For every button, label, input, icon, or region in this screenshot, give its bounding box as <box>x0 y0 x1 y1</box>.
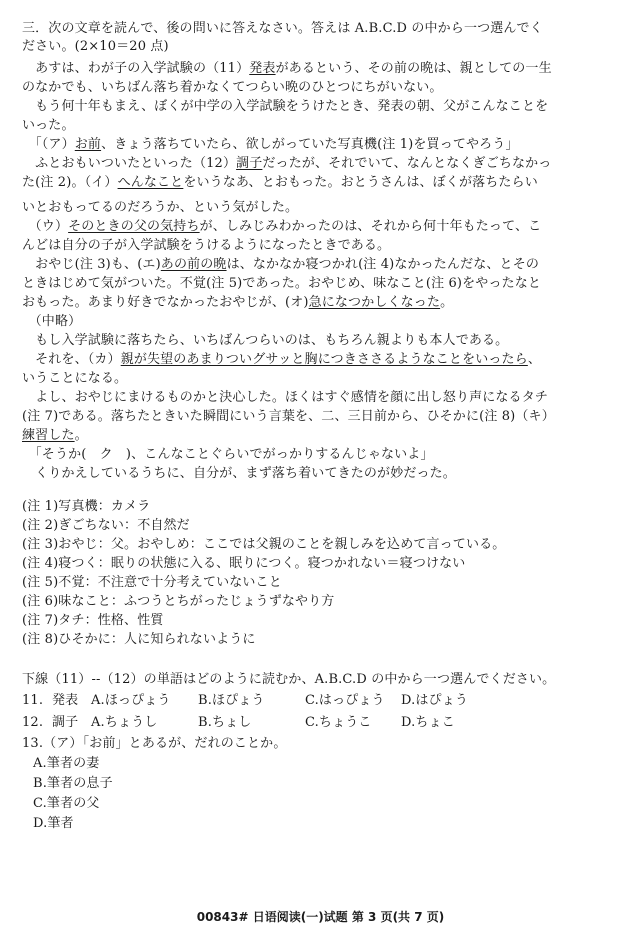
section-heading-cont: ださい。(2×10＝20 点) <box>22 39 169 54</box>
passage-line: もう何十年もまえ、ぼくが中学の入学試験をうけたとき、発表の朝、父がこんなことを <box>22 99 549 114</box>
passage-line <box>22 427 88 445</box>
question-number: 12. <box>22 715 44 730</box>
passage-line: よし、おやじにまけるものかと決心した。ほくはすぐ感情を顔に出し怒り声になるタチ <box>22 390 549 405</box>
note-item: (注 4)寝つく：眠りの状態に入る、眠りにつく。寝つかれない＝寝つけない <box>22 556 466 571</box>
option-a[interactable]: A.ちょうし <box>91 715 158 730</box>
underlined-phrase-ki: 練習した <box>22 428 75 443</box>
page-footer: 00843# 日语阅读(一)试题 第 3 页(共 7 页) <box>196 910 445 924</box>
option-a[interactable]: A.ほっぴょう <box>91 693 171 708</box>
question-word: 調子 <box>52 715 79 730</box>
passage-line <box>22 136 519 154</box>
underlined-phrase-a: お前 <box>74 137 102 152</box>
passage-text: それを、（カ） <box>22 352 121 367</box>
note-item: (注 3)おやじ：父。おやしめ：ここでは父親のことを親しみを込めて言っている。 <box>22 537 506 552</box>
passage-text: だったが、それでいて、なんとなくぎごちなかっ <box>262 156 552 171</box>
passage-line: いとおもってるのだろうか、という気がした。 <box>22 200 299 215</box>
section-heading: 三．次の文章を読んで、後の問いに答えなさい。答えは A.B.C.D の中から一つ選んでく <box>22 21 543 36</box>
passage-line: いうことになる。 <box>22 371 128 386</box>
passage-text: ふとおもいついたといった（12） <box>22 156 237 171</box>
option-a[interactable]: A.筆者の妻 <box>33 756 100 771</box>
question-word: 発表 <box>52 693 79 708</box>
underlined-phrase-u: そのときの父の気持ち <box>68 219 200 234</box>
passage-line: もし入学試験に落ちたら、いちばんつらいのは、もちろん親よりも本人である。 <box>22 333 509 348</box>
note-item: (注 6)味なこと：ふつうとちがったじょうずなやり方 <box>22 594 335 609</box>
passage-line <box>22 174 538 192</box>
passage-text: があるという、その前の晩は、親としての一生 <box>275 61 552 76</box>
option-d[interactable]: D.はぴょう <box>401 693 468 708</box>
underlined-phrase-ka: 親が失望のあまりついグサッと胸につきささるようなことをいったら <box>120 352 528 367</box>
passage-line <box>22 256 539 274</box>
underlined-word-11: 発表 <box>249 61 276 76</box>
passage-text: おもった。あまり好きでなかったおやじが、(オ) <box>22 295 309 310</box>
passage-line: (注 7)である。落ちたときいた瞬間にいう言葉を、二、三日前から、ひそかに(注 8)（キ） <box>22 409 555 424</box>
option-b[interactable]: B.筆者の息子 <box>33 776 113 791</box>
passage-text: 。 <box>74 428 88 443</box>
passage-text: をいうなあ、とおもった。おとうさんは、ぼくが落ちたらい <box>183 175 538 190</box>
passage-text: は、なかなか寝つかれ(注 4)なかったんだな、とその <box>226 257 540 272</box>
option-c[interactable]: C.筆者の父 <box>33 796 100 811</box>
passage-text: が、しみじみわかったのは、それから何十年もたって、こ <box>199 219 542 234</box>
passage-line <box>22 351 541 369</box>
passage-text: （ウ） <box>22 219 69 234</box>
passage-line: くりかえしているうちに、自分が、まず落ち着いてきたのが妙だった。 <box>22 466 456 481</box>
note-item: (注 7)タチ：性格、性質 <box>22 613 164 628</box>
passage-line: んどは自分の子が入学試験をうけるようになったときである。 <box>22 238 391 253</box>
note-item: (注 5)不覚：不注意で十分考えていないこと <box>22 575 282 590</box>
passage-line: ときはじめて気がついた。不覚(注 5)であった。おやじめ、味なこと(注 6)をやったなと <box>22 276 542 291</box>
passage-text: おやじ(注 3)も、(エ) <box>22 257 161 272</box>
passage-text: 、 <box>527 352 541 367</box>
passage-text: 。 <box>440 295 454 310</box>
question-instruction: 下線（11）--（12）の単語はどのように読むか、A.B.C.D の中から一つ選んでください。 <box>22 672 556 687</box>
option-c[interactable]: C.はっぴょう <box>305 693 385 708</box>
option-b[interactable]: B.ほぴょう <box>198 693 265 708</box>
option-c[interactable]: C.ちょうこ <box>305 715 372 730</box>
question-12 <box>22 714 455 732</box>
note-item: (注 2)ぎごちない：不自然だ <box>22 518 190 533</box>
passage-line <box>22 218 541 236</box>
passage-text: 、きょう落ちていたら、欲しがっていた写真機(注 1)を買ってやろう」 <box>101 137 519 152</box>
underlined-phrase-o: 急になつかしくなった <box>308 295 441 310</box>
passage-text: た(注 2)。（イ） <box>22 175 118 190</box>
note-item: (注 1)写真機：カメラ <box>22 499 151 514</box>
question-11 <box>22 692 468 710</box>
question-number: 11. <box>22 693 44 708</box>
passage-text: あすは、わが子の入学試験の（11） <box>22 61 250 76</box>
option-d[interactable]: D.ちょこ <box>401 715 455 730</box>
passage-line: のなかでも、いちばん落ち着かなくてつらい晩のひとつにちがいない。 <box>22 80 443 95</box>
passage-text: 「（ア） <box>22 137 75 152</box>
option-b[interactable]: B.ちょし <box>198 715 252 730</box>
passage-line <box>22 155 551 173</box>
note-item: (注 8)ひそかに：人に知られないように <box>22 632 256 647</box>
underlined-phrase-e: あの前の晩 <box>160 257 227 272</box>
passage-line <box>22 294 453 312</box>
option-d[interactable]: D.筆者 <box>33 816 74 831</box>
passage-line: いった。 <box>22 118 75 133</box>
underlined-phrase-i: へんなこと <box>117 175 184 190</box>
passage-line: （中略） <box>22 314 82 329</box>
underlined-word-12: 調子 <box>236 156 263 171</box>
question-13-stem: 13.（ア）「お前」とあるが、だれのことか。 <box>22 736 287 751</box>
passage-line <box>22 60 552 78</box>
passage-line: 「そうか( ク )、こんなことぐらいでがっかりするんじゃないよ」 <box>22 447 434 462</box>
